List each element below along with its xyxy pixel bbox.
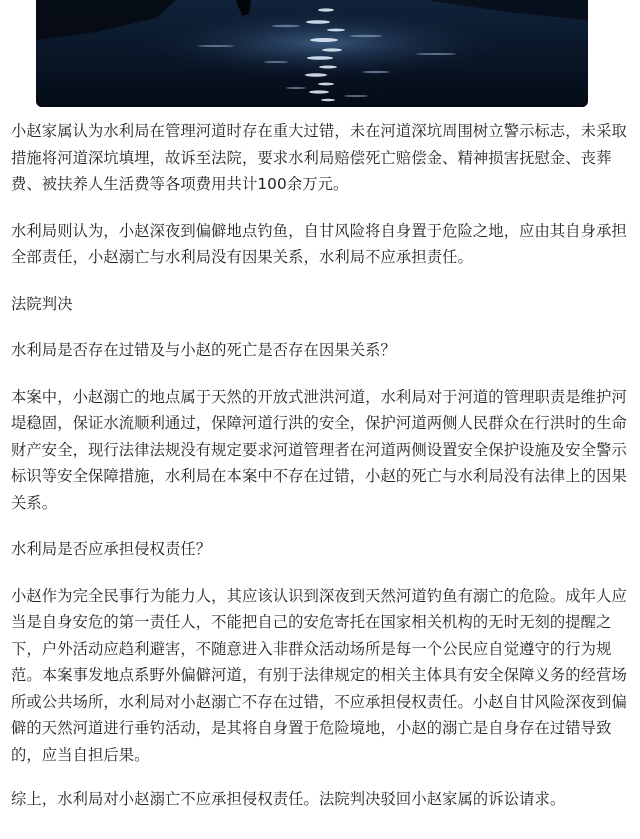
question-tort-liability: 水利局是否应承担侵权责任？: [11, 540, 212, 558]
paragraph-liability-analysis: 小赵作为完全民事行为能力人，其应该认识到深夜到天然河道钓鱼有溺亡的危险。成年人应当是自身安危的第一责任人，不能把自己的安危寄托在国家相关机构的无时无刻的提醒之下，户外活动应趋利避害，不随意进入非群众活动场所是每一个公民应自觉遵守的行为规范。本案事发地点系野外偏僻河道，有别于法律规定的相关主体具有安全保障义务的经营场所或公共场所，水利局对小赵溺亡不存在过错，不应承担侵权责任。小赵自甘风险深夜到偏僻的天然河道进行垂钓活动，是其将自身置于危险境地，小赵的溺亡是自身存在过错导致的，应当自担后果。: [11, 586, 627, 764]
night-river-photo: [36, 0, 588, 107]
paragraph-conclusion: 综上，水利局对小赵溺亡不应承担侵权责任。法院判决驳回小赵家属的诉讼请求。: [11, 790, 566, 808]
section-heading-court-ruling: 法院判决: [11, 294, 73, 313]
river-scene-illustration: [36, 0, 588, 107]
paragraph-family-claim: 小赵家属认为水利局在管理河道时存在重大过错，未在河道深坑周围树立警示标志，未采取措施将河道深坑填埋，故诉至法院，要求水利局赔偿死亡赔偿金、精神损害抚慰金、丧葬费、被扶养人生活费等各项费用共计100余万元。: [11, 122, 627, 193]
paragraph-case-analysis: 本案中，小赵溺亡的地点属于天然的开放式泄洪河道，水利局对于河道的管理职责是维护河堤稳固，保证水流顺利通过，保障河道行洪的安全，保护河道两侧人民群众在行洪时的生命财产安全，现行法律法规没有规定要求河道管理者在河道两侧设置安全保护设施及安全警示标识等安全保障措施，水利局在本案中不存在过错，小赵的死亡与水利局没有法律上的因果关系。: [11, 387, 627, 512]
paragraph-water-bureau-position: 水利局则认为，小赵深夜到偏僻地点钓鱼，自甘风险将自身置于危险之地，应由其自身承担全部责任，小赵溺亡与水利局没有因果关系，水利局不应承担责任。: [11, 221, 627, 266]
article-body: [11, 118, 633, 813]
question-fault-causation: 水利局是否存在过错及与小赵的死亡是否存在因果关系？: [11, 341, 396, 359]
